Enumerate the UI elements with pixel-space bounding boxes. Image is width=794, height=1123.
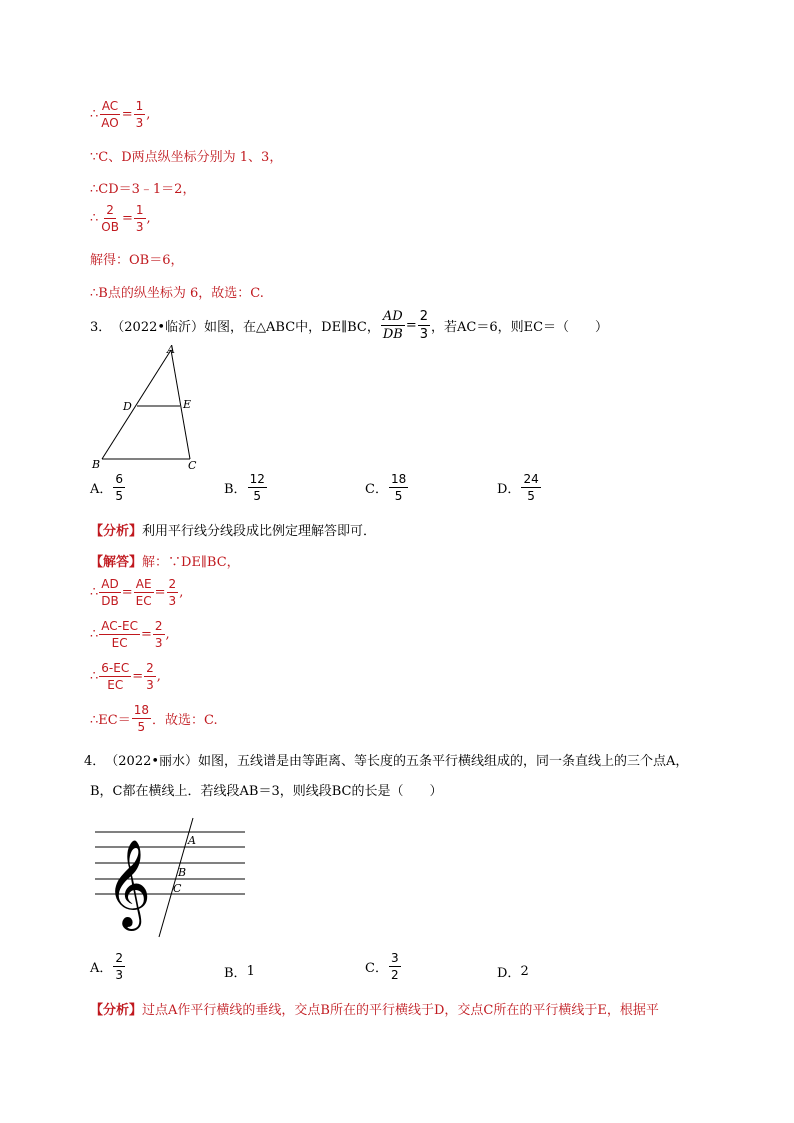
label-c: C [188, 459, 197, 472]
side-ab [102, 350, 171, 459]
q4-option-c[interactable]: C． $\frac{3}{2}$ [365, 951, 399, 982]
q3-step1: ∴ $\frac{AD}{DB}$ = $\frac{AE}{EC}$ = $\frac{2}{3}$ , [90, 577, 184, 608]
q4-staff-figure [90, 815, 255, 940]
label-b: B [178, 866, 187, 879]
q3-stem: 3． （2022•临沂） 如图，在△ABC中，DE∥BC， $\frac{AD}{DB}$ = $\frac{2}{3}$ ，若AC＝6，则EC＝（ ） [90, 309, 609, 342]
question-number: 3． [90, 320, 112, 335]
sol2-line1: ∴ $\frac{AC}{AO}$ = $\frac{1}{3}$ , [90, 99, 151, 130]
fraction-two-thirds: $\frac{2}{3}$ [419, 309, 429, 342]
label-a: A [188, 834, 196, 847]
question-source: （2022•临沂） [111, 320, 205, 335]
label-b: B [92, 458, 101, 471]
fraction-ad-db: $\frac{AD}{DB}$ [382, 309, 403, 342]
q4-stem-line2: B，C都在横线上．若线段AB＝3，则线段BC的长是（ ） [90, 784, 443, 799]
q4-analysis: 【分析】 过点A作平行横线的垂线，交点B所在的平行横线于D，交点C所在的平行横线于E，根据平 [90, 1003, 659, 1018]
treble-clef-icon: 𝄞 [106, 838, 151, 927]
q3-option-c[interactable]: C． $\frac{18}{5}$ [365, 472, 407, 503]
q4-option-a[interactable]: A． $\frac{2}{3}$ [90, 951, 124, 982]
q3-option-a[interactable]: A． $\frac{6}{5}$ [90, 472, 124, 503]
q4-option-d[interactable]: D． 2 [497, 964, 529, 981]
label-e: E [183, 398, 192, 411]
sol2-line2: ∵C、D两点纵坐标分别为 1、3， [90, 150, 283, 165]
fraction-ac-ao: $\frac{AC}{AO}$ [101, 99, 119, 130]
sol2-line3: ∴CD＝3﹣1＝2， [90, 182, 196, 197]
fraction-2-ob: $\frac{2}{OB}$ [101, 203, 119, 234]
q3-answer: 【解答】 解：∵DE∥BC， [90, 555, 240, 570]
q3-analysis: 【分析】 利用平行线分线段成比例定理解答即可． [90, 524, 377, 539]
q4-stem-line1: 4． （2022•丽水） 如图，五线谱是由等距离、等长度的五条平行横线组成的，同一条直线上的三个点A， [84, 750, 688, 769]
sol2-line5: 解得：OB＝6， [90, 253, 184, 268]
label-d: D [123, 400, 132, 413]
q4-option-b[interactable]: B． 1 [224, 964, 255, 981]
label-c: C [173, 882, 182, 895]
fraction-one-third: $\frac{1}{3}$ [135, 99, 144, 130]
question-number: 4． [84, 754, 106, 769]
q3-step2: ∴ $\frac{AC-EC}{EC}$ = $\frac{2}{3}$ , [90, 619, 170, 650]
question-source: （2022•丽水） [105, 754, 199, 769]
q3-triangle-figure [85, 340, 215, 475]
label-a: A [167, 343, 175, 356]
therefore-symbol: ∴ [90, 107, 99, 122]
q3-step3: ∴ $\frac{6-EC}{EC}$ = $\frac{2}{3}$ , [90, 661, 161, 692]
q3-step4: ∴EC＝ $\frac{18}{5}$ ．故选：C. [90, 703, 218, 734]
q3-option-d[interactable]: D． $\frac{24}{5}$ [497, 472, 539, 503]
sol2-line4: ∴ $\frac{2}{OB}$ = $\frac{1}{3}$ , [90, 203, 151, 234]
fraction-one-third: $\frac{1}{3}$ [135, 203, 144, 234]
q3-option-b[interactable]: B． $\frac{12}{5}$ [224, 472, 265, 503]
sol2-line6: ∴B点的纵坐标为 6，故选：C. [90, 286, 264, 301]
